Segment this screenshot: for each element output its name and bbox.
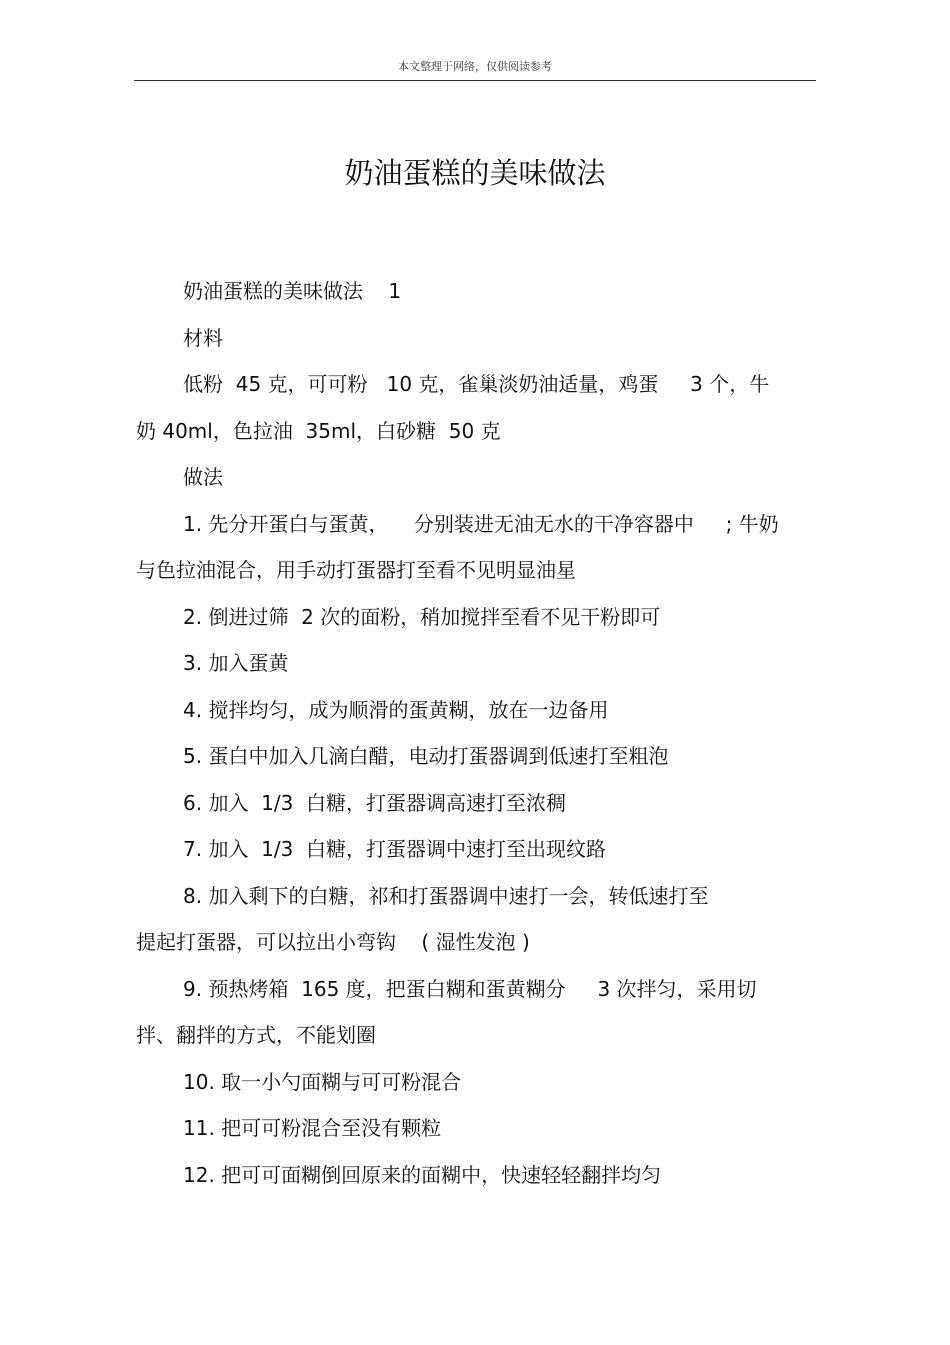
- body-line: 4. 搅拌均匀，成为顺滑的蛋黄糊，放在一边备用: [183, 697, 609, 722]
- body-line: 奶油蛋糕的美味做法 1: [183, 279, 402, 303]
- body-line: 拌、翻拌的方式，不能划圈: [136, 1023, 376, 1047]
- body-line: 与色拉油混合，用手动打蛋器打至看不见明显油星: [136, 558, 576, 582]
- body-line: 8. 加入剩下的白糖，祁和打蛋器调中速打一会，转低速打至: [183, 883, 709, 908]
- body-line: 5. 蛋白中加入几滴白醋，电动打蛋器调到低速打至粗泡: [183, 744, 669, 768]
- body-line: 10. 取一小勺面糊与可可粉混合: [183, 1069, 462, 1094]
- body-line: 11. 把可可粉混合至没有颗粒: [183, 1116, 442, 1140]
- body-line: 9. 预热烤箱 165 度，把蛋白糊和蛋黄糊分 3 次拌匀，采用切: [183, 976, 757, 1001]
- document-title: 奶油蛋糕的美味做法: [344, 156, 606, 190]
- body-line: 提起打蛋器，可以拉出小弯钩 ( 湿性发泡 ): [136, 930, 530, 954]
- body-line: 6. 加入 1/3 白糖，打蛋器调高速打至浓稠: [183, 790, 567, 815]
- document-body: [136, 268, 816, 1198]
- body-line: 材料: [183, 325, 223, 350]
- body-line: 2. 倒进过筛 2 次的面粉，稍加搅拌至看不见干粉即可: [183, 604, 661, 629]
- header-note: 本文整理于网络，仅供阅读参考: [398, 60, 552, 73]
- body-line: 7. 加入 1/3 白糖，打蛋器调中速打至出现纹路: [183, 837, 607, 861]
- body-line: 低粉 45 克，可可粉 10 克，雀巢淡奶油适量，鸡蛋 3 个，牛: [183, 372, 770, 396]
- page-header: [134, 58, 816, 81]
- body-line: 1. 先分开蛋白与蛋黄， 分别装进无油无水的干净容器中 ; 牛奶: [183, 511, 779, 536]
- body-line: 12. 把可可面糊倒回原来的面糊中，快速轻轻翻拌均匀: [183, 1162, 662, 1187]
- body-line: 奶 40ml，色拉油 35ml，白砂糖 50 克: [136, 418, 501, 443]
- body-line: 做法: [183, 465, 223, 489]
- body-line: 3. 加入蛋黄: [183, 651, 289, 675]
